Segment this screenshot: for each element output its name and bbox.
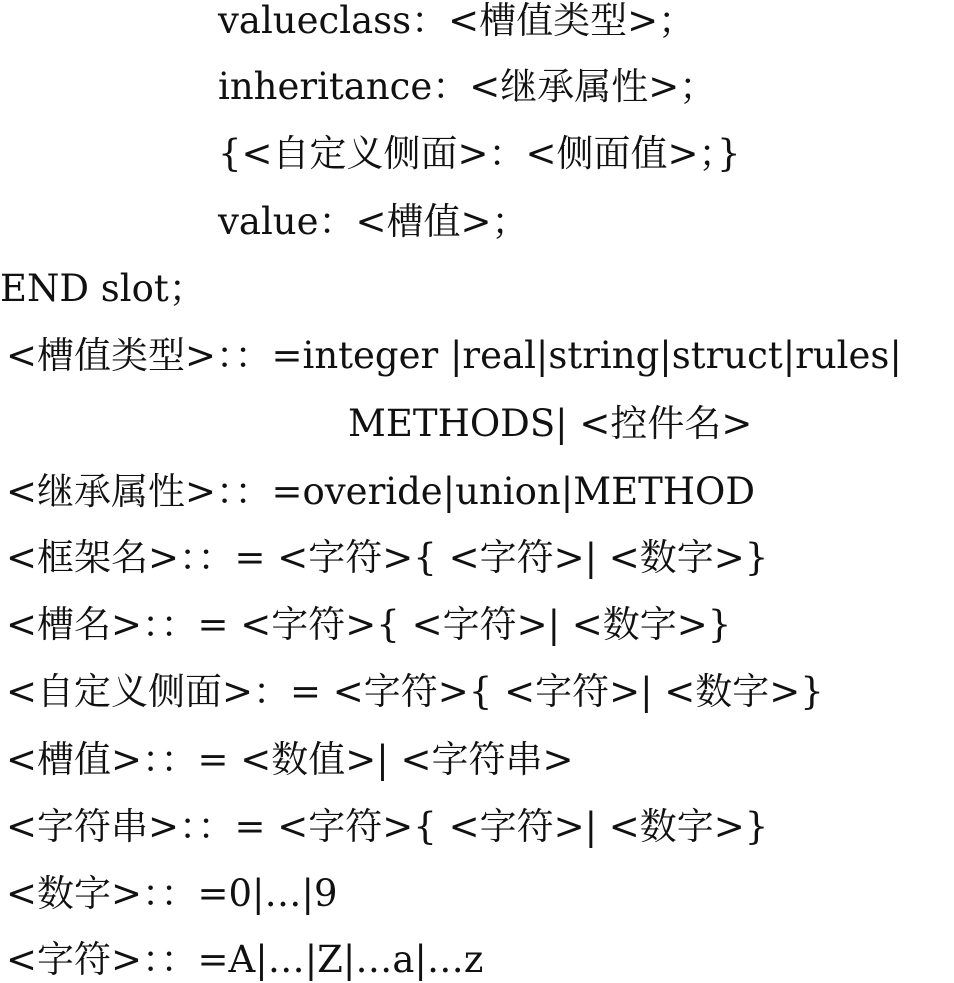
slot-value-type-rule: <槽值类型>：：=integer |real|string|struct|rules| bbox=[6, 334, 902, 377]
slot-value-type-rule-cont: METHODS| <控件名> bbox=[348, 402, 753, 445]
value-line: value：<槽值>； bbox=[218, 200, 529, 243]
frame-name-rule: <框架名>：：= <字符>{ <字符>| <数字>} bbox=[6, 536, 769, 579]
inheritance-attr-rule: <继承属性>：：=overide|union|METHOD bbox=[6, 470, 756, 513]
end-slot-line: END slot； bbox=[0, 267, 206, 310]
digit-rule: <数字>：：=0|…|9 bbox=[6, 872, 338, 915]
valueclass-line: valueclass：<槽值类型>； bbox=[218, 0, 696, 42]
character-rule: <字符>：：=A|…|Z|…a|…z bbox=[6, 938, 484, 981]
custom-facet-rule: <自定义侧面>：= <字符>{ <字符>| <数字>} bbox=[6, 670, 824, 713]
slot-value-rule: <槽值>：：= <数值>| <字符串> bbox=[6, 738, 574, 781]
inheritance-line: inheritance：<继承属性>； bbox=[218, 65, 717, 108]
string-rule: <字符串>：：= <字符>{ <字符>| <数字>} bbox=[6, 805, 769, 848]
custom-facet-line: {<自定义侧面>：<侧面值>；} bbox=[218, 132, 741, 175]
slot-name-rule: <槽名>：：= <字符>{ <字符>| <数字>} bbox=[6, 603, 732, 646]
